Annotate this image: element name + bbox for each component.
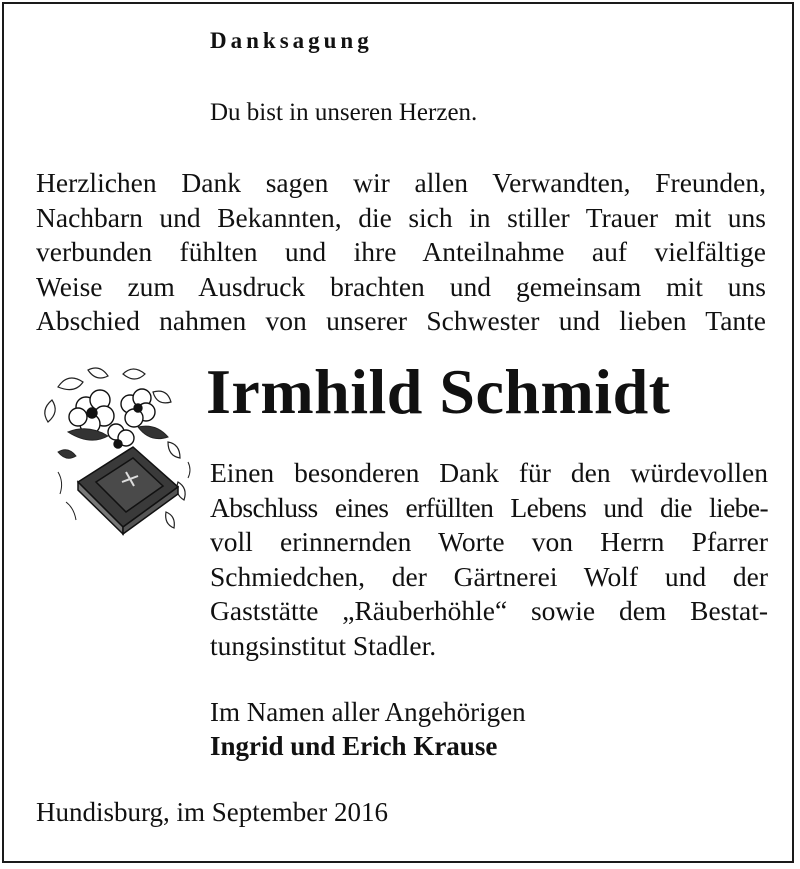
thanks-paragraph <box>210 456 768 663</box>
deceased-name: Irmhild Schmidt <box>206 356 671 427</box>
notice-heading: Danksagung <box>210 28 373 53</box>
thanks-line: Gaststätte „Räuberhöhle“ sowie dem Bestat- <box>210 595 768 626</box>
thanks-line: Abschluss eines erfüllten Lebens und die liebe- <box>210 491 768 523</box>
place-date: Hundisburg, im September 2016 <box>36 797 388 827</box>
thanks-line: tungsinstitut Stadler. <box>210 629 437 661</box>
intro-line: verbunden fühlten und ihre Anteilnahme auf vielfältige <box>36 236 766 267</box>
intro-line: Herzlichen Dank sagen wir allen Verwandten, Freunden, <box>36 167 766 198</box>
notice-subtitle: Du bist in unseren Herzen. <box>210 99 478 126</box>
thanks-line: voll erinnernden Worte von Herrn Pfarrer <box>210 526 768 557</box>
flowers-and-book-icon <box>38 362 198 542</box>
thanks-line: Einen besonderen Dank für den würdevollen <box>210 457 768 488</box>
intro-line: Abschied nahmen von unserer Schwester und lieben Tante <box>36 305 766 336</box>
signers-line: Ingrid und Erich Krause <box>210 731 498 761</box>
thanks-line: Schmiedchen, der Gärtnerei Wolf und der <box>210 560 768 592</box>
intro-line: Nachbarn und Bekannten, die sich in stiller Trauer mit uns <box>36 201 766 233</box>
intro-line: Weise zum Ausdruck brachten und gemeinsam mit uns <box>36 270 766 302</box>
greeting-line: Im Namen aller Angehörigen <box>210 697 526 727</box>
intro-paragraph <box>36 166 766 339</box>
